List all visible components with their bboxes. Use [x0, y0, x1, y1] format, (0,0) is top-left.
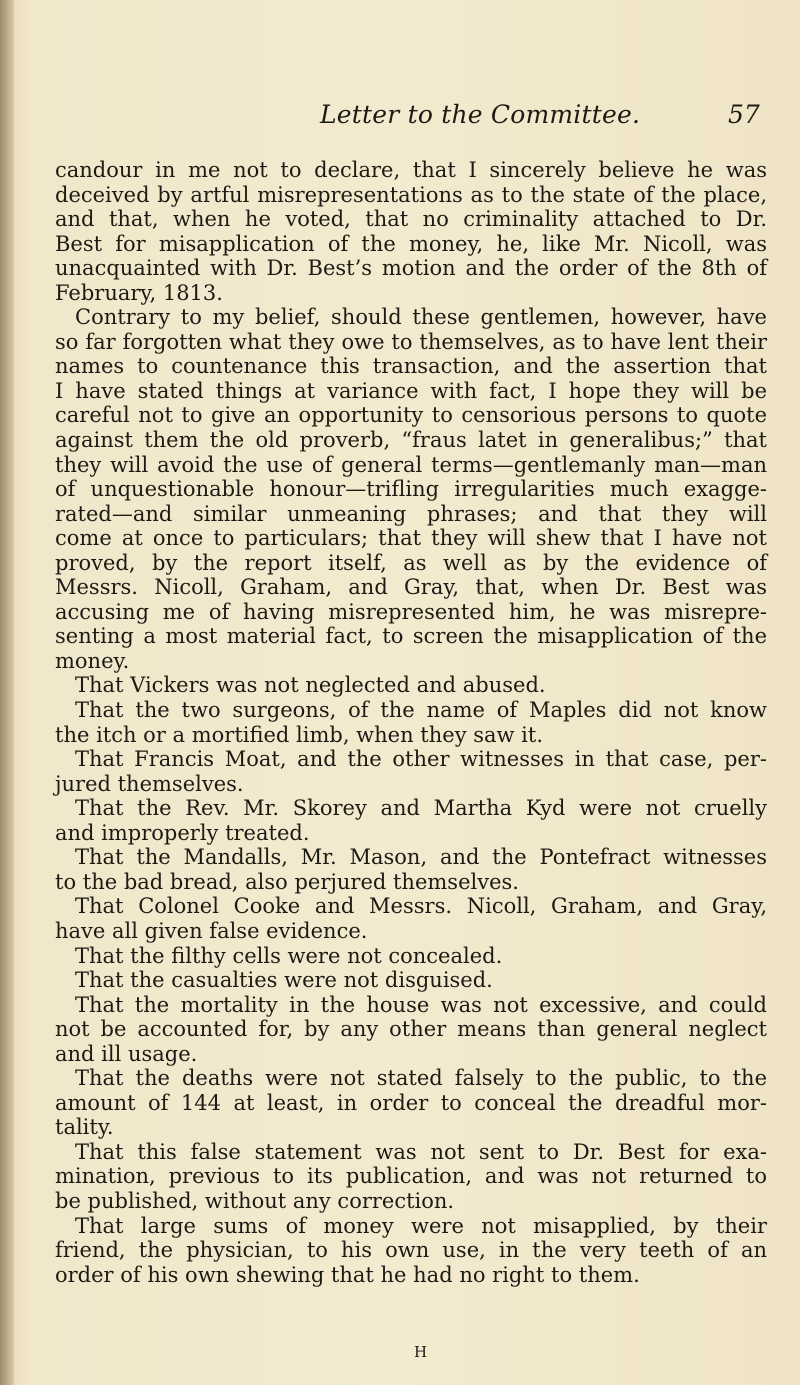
text-line: That Francis Moat, and the other witnesses in that case, per- — [75, 747, 767, 772]
text-line: That Vickers was not neglected and abused. — [75, 673, 546, 698]
text-line: mination, previous to its publication, and was not returned to — [55, 1164, 767, 1189]
text-line: That the Mandalls, Mr. Mason, and the Pontefract witnesses — [75, 845, 767, 870]
text-line: tality. — [55, 1115, 114, 1140]
page-number: 57 — [728, 100, 760, 129]
page-spine-edge — [0, 0, 14, 1385]
text-line: names to countenance this transaction, and the assertion that — [55, 354, 767, 379]
text-line: Messrs. Nicoll, Graham, and Gray, that, when Dr. Best was — [55, 575, 767, 600]
text-line: and improperly treated. — [55, 820, 310, 845]
text-line: That the deaths were not stated falsely to the public, to the — [75, 1066, 767, 1091]
text-line: the itch or a mortified limb, when they saw it. — [55, 722, 544, 747]
text-line: against them the old proverb, “fraus latet in generalibus;” that — [55, 428, 767, 453]
text-line: That the Rev. Mr. Skorey and Martha Kyd were not cruelly — [75, 796, 767, 821]
text-line: I have stated things at variance with fact, I hope they will be — [55, 378, 767, 403]
text-line: candour in me not to declare, that I sincerely believe he was — [55, 158, 767, 182]
printer-signature-mark: H — [414, 1343, 429, 1361]
text-line: accusing me of having misrepresented him, he was misrepre- — [55, 599, 767, 624]
text-line: money. — [55, 648, 130, 673]
text-line: rated—and similar unmeaning phrases; and that they will — [55, 501, 767, 526]
text-line: order of his own shewing that he had no right to them. — [55, 1262, 640, 1287]
text-line: That the mortality in the house was not excessive, and could — [75, 992, 767, 1017]
text-line: so far forgotten what they owe to themselves, as to have lent their — [55, 329, 767, 354]
running-title: Letter to the Committee. — [320, 100, 641, 129]
text-line: they will avoid the use of general terms—gentlemanly man—man — [55, 452, 767, 477]
text-line: to the bad bread, also perjured themselves. — [55, 869, 519, 894]
text-line: and that, when he voted, that no criminality attached to Dr. — [55, 207, 767, 232]
page-header — [0, 100, 800, 136]
text-line: careful not to give an opportunity to censorious persons to quote — [55, 403, 767, 428]
text-line: That the casualties were not disguised. — [75, 968, 493, 993]
text-line: That large sums of money were not misapplied, by their — [75, 1213, 767, 1238]
text-line: proved, by the report itself, as well as by the evidence of — [55, 550, 767, 575]
text-line: Contrary to my belief, should these gentlemen, however, have — [75, 305, 767, 330]
text-line: Best for misapplication of the money, he, like Mr. Nicoll, was — [55, 231, 767, 256]
text-line: be published, without any correction. — [55, 1188, 455, 1213]
text-line: amount of 144 at least, in order to conceal the dreadful mor- — [55, 1090, 767, 1115]
text-line: and ill usage. — [55, 1041, 198, 1066]
text-line: come at once to particulars; that they will shew that I have not — [55, 526, 767, 551]
text-line: That the filthy cells were not concealed. — [75, 943, 503, 968]
text-line: not be accounted for, by any other means than general neglect — [55, 1017, 767, 1042]
text-line: That Colonel Cooke and Messrs. Nicoll, Graham, and Gray, — [75, 894, 767, 919]
text-line: February, 1813. — [55, 280, 223, 305]
text-line: have all given false evidence. — [55, 918, 368, 943]
text-line: jured themselves. — [55, 771, 244, 796]
text-line: That this false statement was not sent to Dr. Best for exa- — [75, 1139, 767, 1164]
text-line: friend, the physician, to his own use, in the very teeth of an — [55, 1238, 767, 1263]
text-line: deceived by artful misrepresentations as to the state of the place, — [55, 182, 767, 207]
text-line: of unquestionable honour—trifling irregularities much exagge- — [55, 477, 767, 502]
text-line: That the two surgeons, of the name of Maples did not know — [75, 698, 767, 723]
body-text — [55, 158, 767, 1287]
text-line: senting a most material fact, to screen the misapplication of the — [55, 624, 767, 649]
text-line: unacquainted with Dr. Best’s motion and the order of the 8th of — [55, 256, 767, 281]
